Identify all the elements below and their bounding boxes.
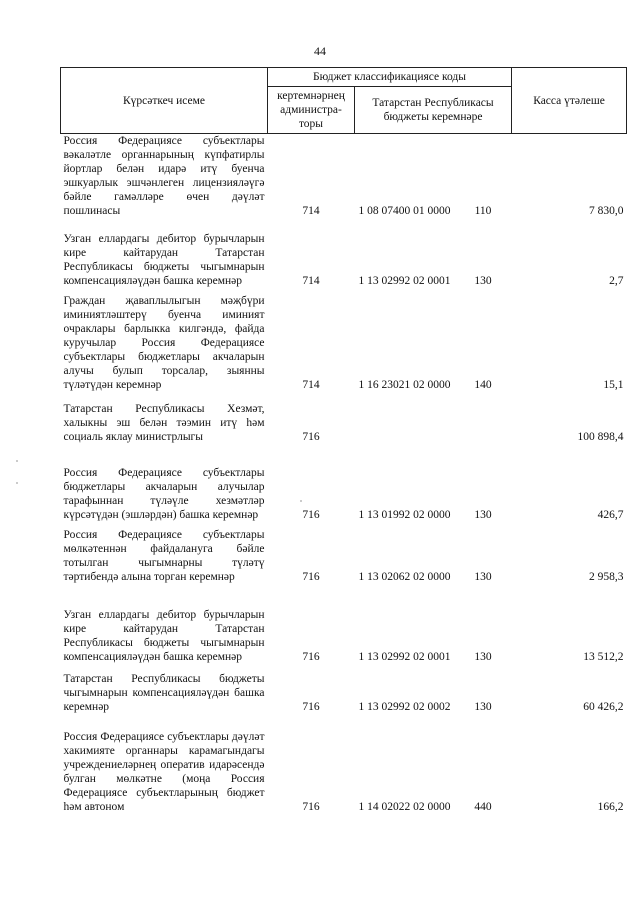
table-row xyxy=(61,670,627,720)
row-subcode: 130 xyxy=(474,509,492,521)
header-tatarstan-revenue: Татарстан Республикасы бюджеты керемнәре xyxy=(355,87,512,134)
row-code: 1 13 02992 02 0001 xyxy=(358,275,451,287)
row-name: Узган еллардагы дебитор бурычларын кире кайтарудан Татарстан Республикасы бюджеты чыгымнарын компенсацияләүдән башка керемнәр xyxy=(63,233,265,287)
scan-speck xyxy=(300,500,302,502)
row-administrator: 714 xyxy=(302,205,320,217)
row-administrator: 716 xyxy=(302,701,320,713)
row-name: Россия Федерациясе субъектлары вәкаләтле органнарының күпфатирлы йортлар белән идарә итү буенча эшкуарлык эшчәнлеген лицензияләүгә бәйле гамәлләре өчен дәүләт пошлинасы xyxy=(63,135,265,217)
table-row xyxy=(61,398,627,450)
row-administrator: 716 xyxy=(302,431,320,443)
row-subcode: 440 xyxy=(474,801,492,813)
row-subcode: 140 xyxy=(474,379,492,391)
row-administrator: 716 xyxy=(302,509,320,521)
row-subcode: 130 xyxy=(474,651,492,663)
row-administrator: 716 xyxy=(302,571,320,583)
page-number: 44 xyxy=(314,44,326,58)
row-subcode: 130 xyxy=(474,275,492,287)
row-subcode xyxy=(455,398,512,450)
row-name: Татарстан Республикасы бюджеты чыгымнарын компенсацияләүдән башка керемнәр xyxy=(63,673,265,713)
row-code: 1 13 02062 02 0000 xyxy=(358,571,451,583)
row-subcode: 130 xyxy=(474,571,492,583)
row-amount: 100 898,4 xyxy=(577,431,624,443)
header-administrator: кертемнәрнең администра-торы xyxy=(268,87,355,134)
table-row xyxy=(61,450,627,528)
row-administrator: 716 xyxy=(302,651,320,663)
row-administrator: 716 xyxy=(302,801,320,813)
table-row xyxy=(61,528,627,590)
revenue-table xyxy=(60,67,627,820)
row-amount: 15,1 xyxy=(603,379,624,391)
row-code: 1 13 01992 02 0000 xyxy=(358,509,451,521)
table-row xyxy=(61,720,627,820)
table-body xyxy=(61,134,627,821)
row-subcode: 110 xyxy=(474,205,492,217)
row-amount: 13 512,2 xyxy=(583,651,624,663)
row-code: 1 13 02992 02 0002 xyxy=(358,701,451,713)
header-cash-execution: Касса үтәлеше xyxy=(512,68,627,134)
row-administrator: 714 xyxy=(302,379,320,391)
table-row xyxy=(61,134,627,225)
row-code xyxy=(355,398,455,450)
row-amount: 426,7 xyxy=(597,509,624,521)
row-code: 1 13 02992 02 0001 xyxy=(358,651,451,663)
row-code: 1 16 23021 02 0000 xyxy=(358,379,451,391)
table-row xyxy=(61,294,627,398)
header-budget-classification: Бюджет классификациясе коды xyxy=(268,68,512,87)
header-indicator-name: Күрсәткеч исеме xyxy=(61,68,268,134)
row-name: Россия Федерациясе субъектлары дәүләт хакимияте органнары карамагындагы учреждениеләрнең оператив идарәсендә булган мөлкәтне (моңа Россия Федерациясе субъектларының бюджет һәм автоном xyxy=(63,731,265,813)
row-name: Узган еллардагы дебитор бурычларын кире кайтарудан Татарстан Республикасы бюджеты чыгымнарын компенсацияләүдән башка керемнәр xyxy=(63,609,265,663)
row-amount: 7 830,0 xyxy=(589,205,624,217)
row-code: 1 14 02022 02 0000 xyxy=(358,801,451,813)
table-row xyxy=(61,590,627,670)
row-administrator: 714 xyxy=(302,275,320,287)
row-amount: 2,7 xyxy=(609,275,624,287)
row-name: Граждан җаваплылыгын мәҗбүри иминиятләштерү буенча иминият очраклары барлыкка килгәндә, файда куручылар Россия Федерациясе субъектлары бюджетлары акчаларын алучы булып торсалар, зыянны түләтүдән керемнәр xyxy=(63,295,265,391)
row-amount: 2 958,3 xyxy=(589,571,624,583)
row-name: Россия Федерациясе субъектлары мөлкәтеннән файдалануга бәйле тотылган чыгымнарны түләтү тәртибендә алына торган керемнәр xyxy=(63,529,265,583)
row-name: Россия Федерациясе субъектлары бюджетлары акчаларын алучылар тарафыннан түләүле хезмәтләр күрсәтүдән (эшләрдән) башка керемнәр xyxy=(63,467,265,521)
row-amount: 166,2 xyxy=(597,801,624,813)
row-subcode: 130 xyxy=(474,701,492,713)
row-name: Татарстан Республикасы Хезмәт, халыкны эш белән тәэмин итү һәм социаль яклау министрлыгы xyxy=(63,403,265,443)
scan-speck xyxy=(16,482,18,484)
row-code: 1 08 07400 01 0000 xyxy=(358,205,451,217)
row-amount: 60 426,2 xyxy=(583,701,624,713)
scan-speck xyxy=(16,460,18,462)
table-row xyxy=(61,224,627,294)
